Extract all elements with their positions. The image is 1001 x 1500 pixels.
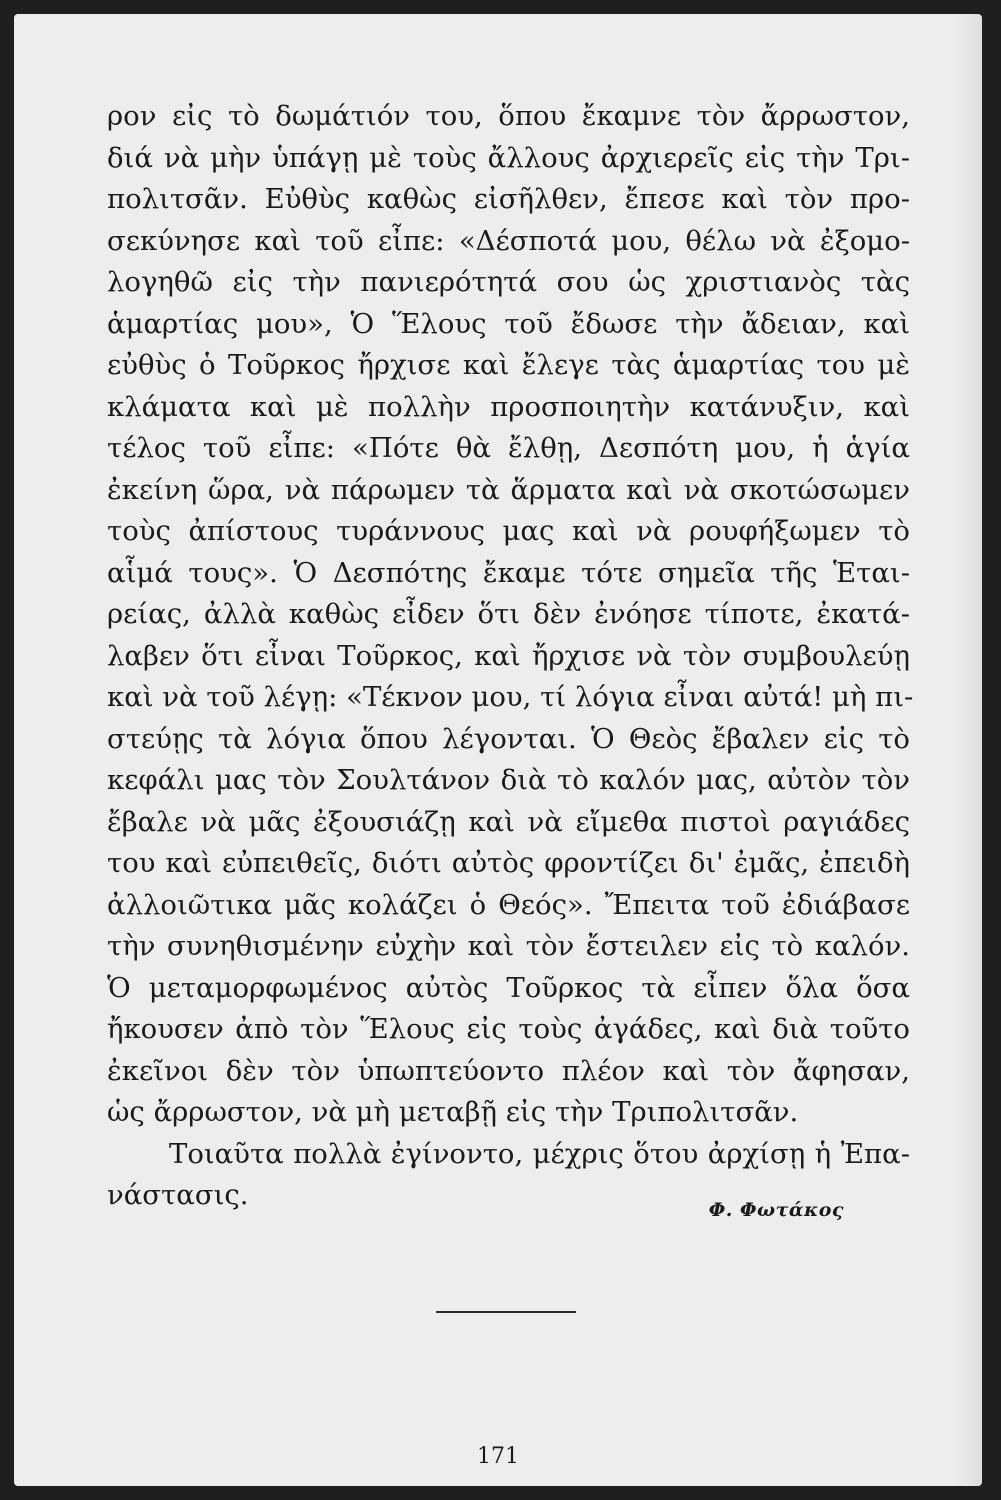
text-line: αἷμά τους». Ὁ Δεσπότης ἔκαμε τότε σημεῖα τῆς Ἑται- [107, 556, 910, 589]
text-line: τοὺς ἀπίστους τυράννους μας καὶ νὰ ρουφήξωμεν τὸ [107, 515, 910, 547]
text-line: κλάματα καὶ μὲ πολλὴν προσποιητὴν κατάνυξιν, καὶ [107, 390, 910, 423]
text-line: ἐκεῖνοι δὲν τὸν ὑπωπτεύοντο πλέον καὶ τὸν ἄφησαν, [107, 1054, 910, 1087]
page-number: 171 [477, 1444, 519, 1469]
paragraph-start-line: Τοιαῦτα πολλὰ ἐγίνοντο, μέχρις ὅτου ἀρχίσῃ ἡ Ἐπα- [169, 1137, 910, 1170]
text-line: Ὁ μεταμορφωμένος αὐτὸς Τοῦρκος τὰ εἶπεν ὅλα ὅσα [107, 971, 910, 1004]
book-page [14, 14, 982, 1486]
text-line: ἐκείνη ὥρα, νὰ πάρωμεν τὰ ἅρματα καὶ νὰ σκοτώσωμεν [107, 473, 910, 506]
text-line: λαβεν ὅτι εἶναι Τοῦρκος, καὶ ἤρχισε νὰ τὸν συμβουλεύῃ [107, 639, 910, 672]
text-line: ἀλλοιῶτικα μᾶς κολάζει ὁ Θεός». Ἔπειτα τοῦ ἐδιάβασε [107, 888, 910, 921]
text-line: νάστασις. [107, 1179, 249, 1211]
page-edge-shadow [952, 14, 982, 1486]
text-line: του καὶ εὐπειθεῖς, διότι αὐτὸς φροντίζει δι' ἐμᾶς, ἐπειδὴ [107, 847, 910, 879]
text-line: λογηθῶ εἰς τὴν πανιερότητά σου ὡς χριστιανὸς τὰς [107, 266, 910, 298]
text-line: ὡς ἄρρωστον, νὰ μὴ μεταβῇ εἰς τὴν Τριπολιτσᾶν. [107, 1096, 799, 1128]
text-line: κεφάλι μας τὸν Σουλτάνον διὰ τὸ καλόν μας, αὐτὸν τὸν [107, 764, 910, 796]
body-text [107, 96, 914, 1217]
text-line: σεκύνησε καὶ τοῦ εἶπε: «Δέσποτά μου, θέλω νὰ ἐξομο- [107, 224, 910, 257]
text-line: στεύῃς τὰ λόγια ὅπου λέγονται. Ὁ Θεὸς ἔβαλεν εἰς τὸ [107, 722, 910, 755]
text-line: καὶ νὰ τοῦ λέγῃ: «Τέκνον μου, τί λόγια εἶναι αὐτά! μὴ πι- [107, 681, 914, 713]
text-line: πολιτσᾶν. Εὐθὺς καθὼς εἰσῆλθεν, ἔπεσε καὶ τὸν προ- [107, 183, 910, 215]
text-line: τέλος τοῦ εἶπε: «Πότε θὰ ἔλθῃ, Δεσπότη μου, ἡ ἁγία [107, 432, 910, 464]
text-line: ρον εἰς τὸ δωμάτιόν του, ὅπου ἔκαμνε τὸν ἄρρωστον, [107, 100, 910, 132]
author-signature: Φ. Φωτάκος [708, 1199, 844, 1221]
text-line: ἁμαρτίας μου», Ὁ Ἕλους τοῦ ἔδωσε τὴν ἄδειαν, καὶ [107, 307, 910, 340]
section-divider [436, 1311, 576, 1313]
text-line: ἤκουσεν ἀπὸ τὸν Ἕλους εἰς τοὺς ἀγάδες, καὶ διὰ τοῦτο [107, 1013, 910, 1045]
text-line: τὴν συνηθισμένην εὐχὴν καὶ τὸν ἔστειλεν εἰς τὸ καλόν. [107, 930, 910, 962]
text-line: διά νὰ μὴν ὑπάγῃ μὲ τοὺς ἄλλους ἀρχιερεῖς εἰς τὴν Τρι- [107, 141, 910, 174]
text-line: εὐθὺς ὁ Τοῦρκος ἤρχισε καὶ ἔλεγε τὰς ἁμαρτίας του μὲ [107, 349, 910, 381]
text-line: ρείας, ἀλλὰ καθὼς εἶδεν ὅτι δὲν ἐνόησε τίποτε, ἐκατά- [107, 598, 910, 630]
text-line: ἔβαλε νὰ μᾶς ἐξουσιάζῃ καὶ νὰ εἴμεθα πιστοὶ ραγιάδες [107, 805, 910, 838]
